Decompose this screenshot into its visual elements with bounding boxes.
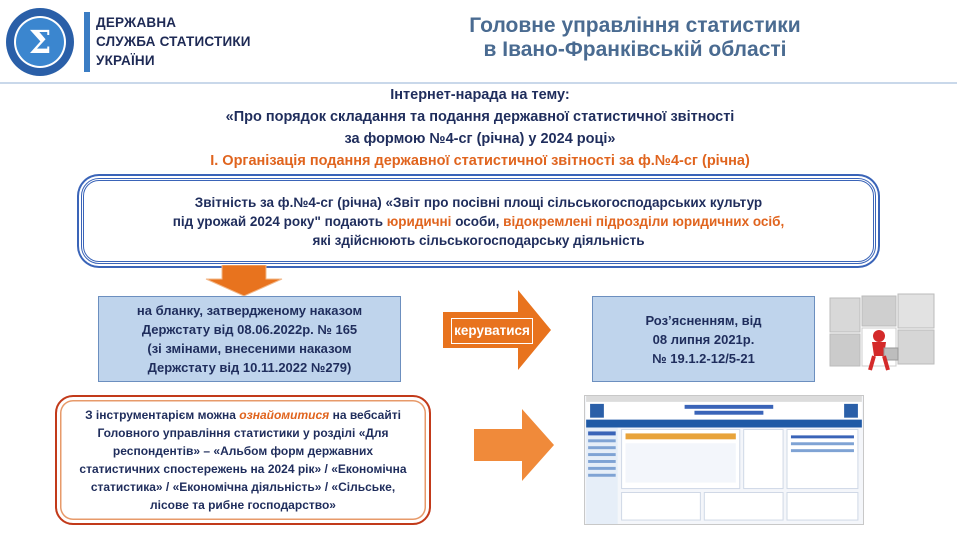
box1-line-1: Звітність за ф.№4-сг (річна) «Звіт про посівні площі сільськогосподарських культур: [194, 194, 763, 210]
org-line-3: УКРАЇНИ: [96, 53, 155, 68]
derzhstat-logo: [4, 6, 76, 78]
title-line-2: «Про порядок складання та подання державної статистичної звітності: [225, 109, 735, 125]
box3-line-1: Роз’ясненням, від: [645, 312, 762, 328]
box4-text-a: З інструментарієм можна: [85, 408, 240, 422]
title-line-3: за формою №4-сг (річна) у 2024 році»: [344, 131, 616, 147]
org-line-2: СЛУЖБА СТАТИСТИКИ: [96, 34, 251, 49]
box4-highlight: ознайомитися: [239, 408, 330, 422]
header-title-line-2: в Івано-Франківській області: [483, 38, 787, 61]
box1-text-a: під урожай 2024 року" подають: [172, 213, 387, 229]
box2-line-1: на бланку, затвердженому наказом: [136, 303, 363, 318]
header-title-line-1: Головне управління статистики: [469, 14, 801, 37]
header-accent-bar: [84, 12, 90, 72]
box3-line-2: 08 липня 2021р.: [652, 331, 755, 347]
guidance-label: керуватися: [451, 318, 533, 344]
arrow-right-icon-2: [474, 405, 556, 485]
box2-line-2: Держстату від 08.06.2022р. № 165: [141, 322, 358, 337]
organization-name: [96, 13, 251, 70]
arrow-down-icon: [204, 265, 284, 297]
box4-text-c: на вебсайті Головного управління статистики у розділі «Для респондентів» – «Альбом форм державних статистичних спостережень на 2024 рік» / «Економічна статистика» / «Економічна діяльність» / «Сільське, лісове та рибне господарство»: [79, 408, 407, 512]
org-line-1: ДЕРЖАВНА: [96, 15, 177, 30]
website-screenshot: [584, 395, 864, 525]
title-line-1: Інтернет-нарада на тему:: [390, 87, 570, 103]
box1-line-2: [173, 212, 785, 231]
meeting-titles: [60, 84, 900, 172]
box4-text: [75, 406, 411, 514]
section-heading: І. Організація подання державної статистичної звітності за ф.№4-сг (річна): [210, 153, 750, 169]
clarification-box: [592, 296, 815, 382]
website-info-box: [55, 395, 431, 525]
box3-line-3: № 19.1.2-12/5-21: [652, 350, 755, 366]
box1-highlight-subdivisions: відокремлені підрозділи юридичних осіб,: [503, 213, 785, 229]
puzzle-image: [822, 290, 947, 375]
form-approval-box: [98, 296, 401, 382]
box1-text-c: особи,: [451, 213, 504, 229]
box2-line-4: Держстату від 10.11.2022 №279): [147, 360, 352, 375]
box1-highlight-legal: юридичні: [386, 213, 452, 229]
svg-text:Σ: Σ: [28, 23, 52, 61]
reporting-info-box: [81, 178, 876, 264]
box2-line-3: (зі змінами, внесеними наказом: [147, 341, 352, 356]
box1-line-3: які здійснюють сільськогосподарську діяльність: [312, 232, 645, 248]
header-title: [380, 14, 890, 62]
